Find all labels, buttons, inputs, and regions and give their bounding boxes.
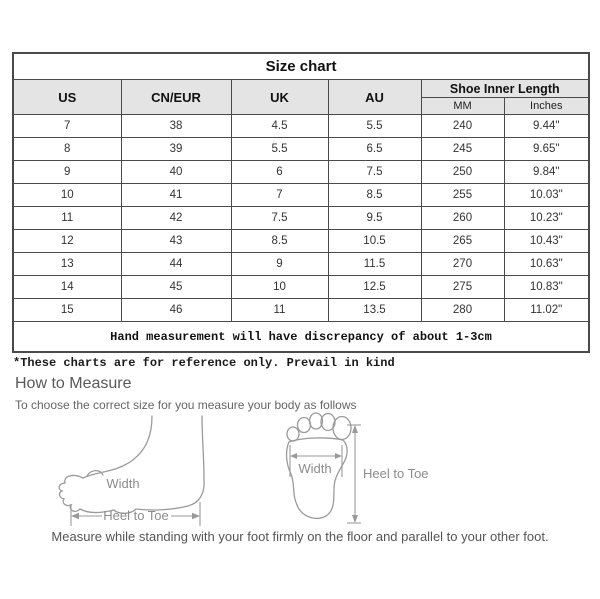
table-cell: 10.63" <box>504 253 589 276</box>
table-cell: 10 <box>231 276 328 299</box>
column-header-cneur: CN/EUR <box>121 80 231 115</box>
table-cell: 11.5 <box>328 253 421 276</box>
table-cell: 265 <box>421 230 504 253</box>
arrowhead-left <box>71 513 79 520</box>
table-cell: 8 <box>13 138 121 161</box>
table-cell: 255 <box>421 184 504 207</box>
table-cell: 44 <box>121 253 231 276</box>
table-cell: 10.5 <box>328 230 421 253</box>
table-cell: 38 <box>121 115 231 138</box>
table-row <box>13 184 589 207</box>
table-cell: 9.5 <box>328 207 421 230</box>
table-cell: 42 <box>121 207 231 230</box>
table-cell: 9.44" <box>504 115 589 138</box>
side-foot-length-label: Heel to Toe <box>103 508 169 523</box>
table-cell: 11.02" <box>504 299 589 322</box>
table-cell: 13 <box>13 253 121 276</box>
table-cell: 8.5 <box>328 184 421 207</box>
table-cell: 46 <box>121 299 231 322</box>
table-cell: 7.5 <box>231 207 328 230</box>
table-row <box>13 276 589 299</box>
table-cell: 9.65" <box>504 138 589 161</box>
size-chart-table-wrap <box>12 52 588 353</box>
table-cell: 280 <box>421 299 504 322</box>
footprint-width-arrowhead-right <box>335 453 342 459</box>
table-cell: 245 <box>421 138 504 161</box>
table-row <box>13 207 589 230</box>
table-cell: 260 <box>421 207 504 230</box>
table-cell: 15 <box>13 299 121 322</box>
table-cell: 45 <box>121 276 231 299</box>
table-cell: 10.43" <box>504 230 589 253</box>
table-row <box>13 161 589 184</box>
table-cell: 12.5 <box>328 276 421 299</box>
side-foot-width-label: Width <box>106 476 140 491</box>
table-row <box>13 138 589 161</box>
table-header-row <box>13 80 589 98</box>
arrowhead-right <box>192 513 200 520</box>
table-cell: 39 <box>121 138 231 161</box>
table-cell: 7 <box>231 184 328 207</box>
column-header-mm: MM <box>421 98 504 115</box>
table-row <box>13 115 589 138</box>
table-row <box>13 230 589 253</box>
foot-heel-line <box>202 416 204 480</box>
table-cell: 6 <box>231 161 328 184</box>
table-cell: 5.5 <box>328 115 421 138</box>
table-cell: 10.23" <box>504 207 589 230</box>
table-cell: 4.5 <box>231 115 328 138</box>
column-header-uk: UK <box>231 80 328 115</box>
side-foot-diagram <box>56 414 241 538</box>
column-header-inner-length: Shoe Inner Length <box>421 80 589 98</box>
column-header-au: AU <box>328 80 421 115</box>
table-cell: 250 <box>421 161 504 184</box>
table-cell: 270 <box>421 253 504 276</box>
table-cell: 8.5 <box>231 230 328 253</box>
size-table-body <box>13 115 589 322</box>
footprint-width-label: Width <box>298 461 332 476</box>
toe-small-1 <box>287 427 299 441</box>
table-cell: 10.03" <box>504 184 589 207</box>
table-cell: 13.5 <box>328 299 421 322</box>
table-cell: 10.83" <box>504 276 589 299</box>
table-cell: 9.84" <box>504 161 589 184</box>
table-cell: 11 <box>13 207 121 230</box>
table-cell: 275 <box>421 276 504 299</box>
table-cell: 240 <box>421 115 504 138</box>
footprint-width-arrowhead-left <box>290 453 297 459</box>
table-cell: 11 <box>231 299 328 322</box>
table-title: Size chart <box>13 53 589 80</box>
table-cell: 40 <box>121 161 231 184</box>
table-cell: 9 <box>231 253 328 276</box>
footprint-length-label: Heel to Toe <box>363 466 429 481</box>
table-cell: 5.5 <box>231 138 328 161</box>
table-cell: 12 <box>13 230 121 253</box>
table-cell: 6.5 <box>328 138 421 161</box>
how-to-measure-subtitle: To choose the correct size for you measure your body as follows <box>15 398 357 412</box>
footprint-length-arrowhead-bottom <box>352 515 358 523</box>
footprint-sole-outline <box>287 438 348 518</box>
foot-top-line <box>83 416 152 478</box>
toe-big <box>333 417 351 440</box>
table-cell: 7 <box>13 115 121 138</box>
size-chart-table <box>12 52 590 353</box>
table-row <box>13 253 589 276</box>
table-cell: 14 <box>13 276 121 299</box>
table-row <box>13 299 589 322</box>
table-footnote: Hand measurement will have discrepancy of about 1-3cm <box>13 322 589 353</box>
column-header-inches: Inches <box>504 98 589 115</box>
table-cell: 7.5 <box>328 161 421 184</box>
footprint-diagram <box>281 406 431 532</box>
table-cell: 43 <box>121 230 231 253</box>
reference-note: *These charts are for reference only. Prevail in kind <box>13 356 395 370</box>
toe-small-2 <box>298 418 311 433</box>
table-footnote-row <box>13 322 589 353</box>
how-to-measure-title: How to Measure <box>15 375 132 392</box>
table-cell: 10 <box>13 184 121 207</box>
table-title-row <box>13 53 589 80</box>
table-cell: 41 <box>121 184 231 207</box>
footprint-length-arrowhead-top <box>352 425 358 433</box>
measure-instruction-caption: Measure while standing with your foot firmly on the floor and parallel to your other foot. <box>51 529 549 544</box>
table-cell: 9 <box>13 161 121 184</box>
column-header-us: US <box>13 80 121 115</box>
